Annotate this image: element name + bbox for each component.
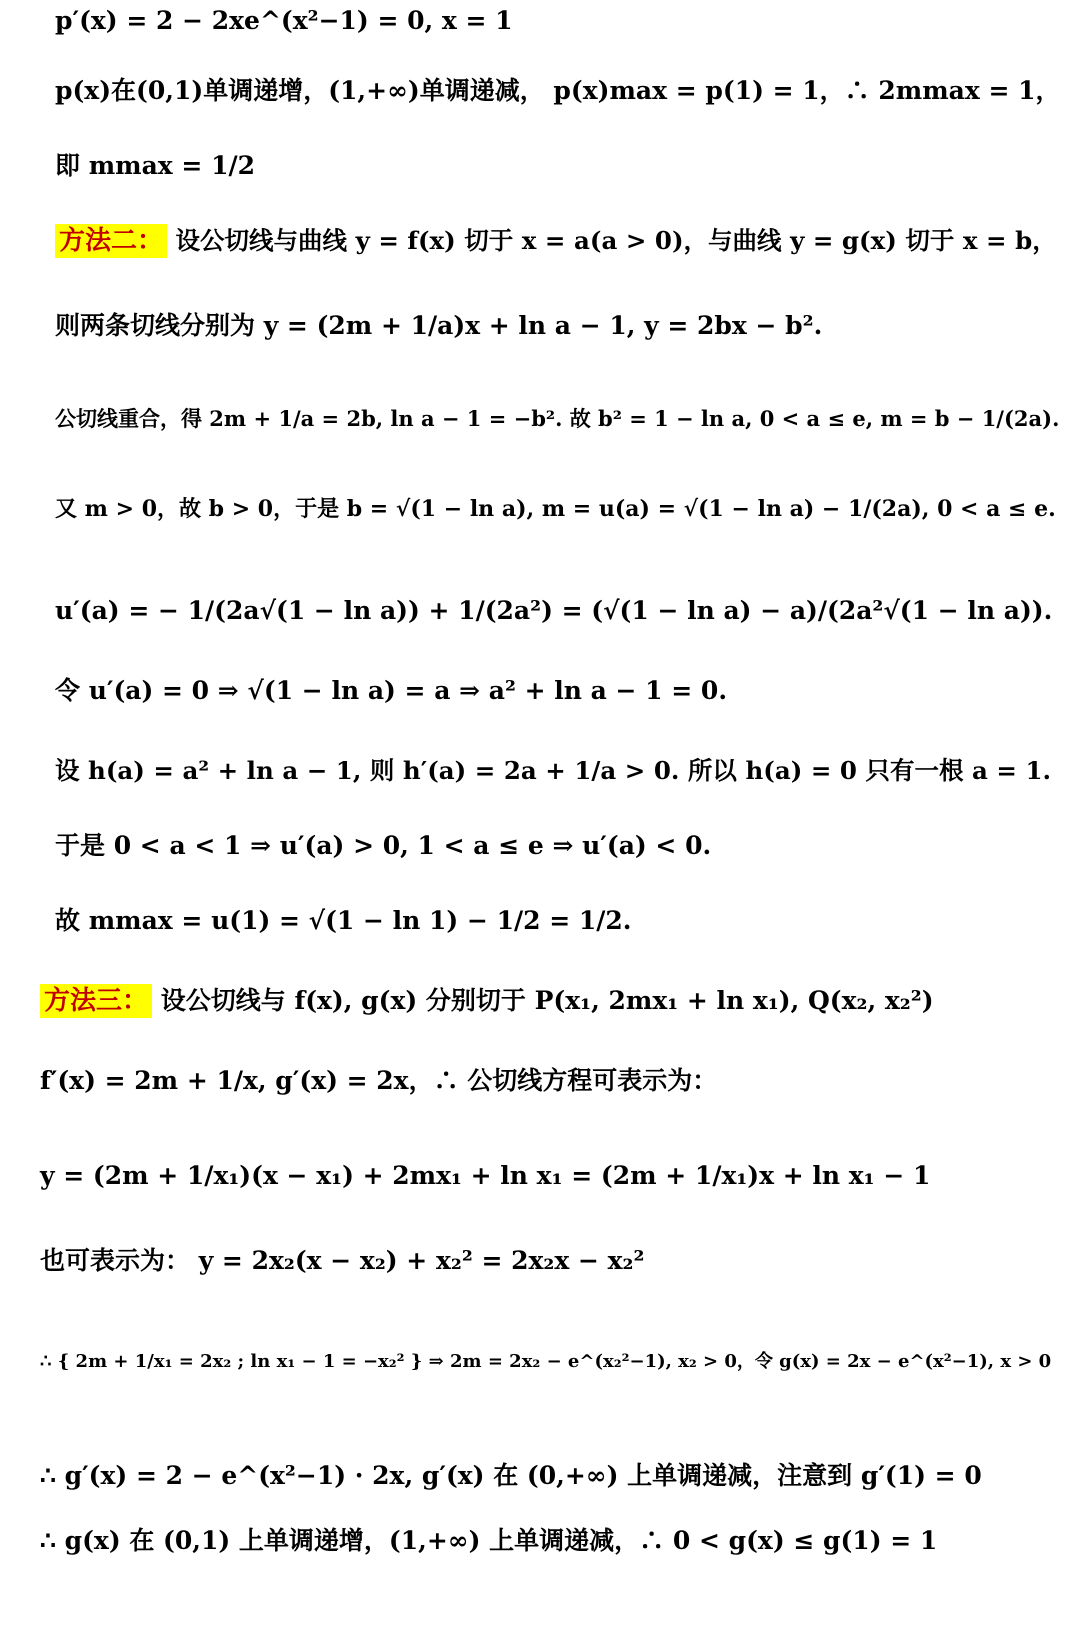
text-line-5: 则两条切线分别为 y = (2m + 1/a)x + ln a − 1, y = 2bx − b². (55, 311, 823, 340)
text-line-7: 又 m > 0，故 b > 0，于是 b = √(1 − ln a), m = u(a) = √(1 − ln a) − 1/(2a), 0 < a ≤ e. (55, 496, 1056, 522)
equation-line-1: p′(x) = 2 − 2xe^(x²−1) = 0, x = 1 (55, 6, 513, 35)
equation-line-15: y = (2m + 1/x₁)(x − x₁) + 2mx₁ + ln x₁ = (2m + 1/x₁)x + ln x₁ − 1 (40, 1161, 931, 1190)
text-line-13: 设公切线与 f(x), g(x) 分别切于 P(x₁, 2mx₁ + ln x₁), Q(x₂, x₂²) (160, 986, 934, 1015)
method-two-label: 方法二： (55, 224, 167, 258)
method-three-label: 方法三： (40, 984, 152, 1018)
text-line-11: 于是 0 < a < 1 ⇒ u′(a) > 0, 1 < a ≤ e ⇒ u′(a) < 0. (55, 831, 712, 860)
method-three-line (40, 985, 934, 1019)
text-line-2: p(x)在(0,1)单调递增，(1,+∞)单调递减， p(x)max = p(1) = 1，∴ 2mmax = 1， (55, 76, 1061, 105)
text-line-9: 令 u′(a) = 0 ⇒ √(1 − ln a) = a ⇒ a² + ln a − 1 = 0. (55, 676, 728, 705)
text-line-3: 即 mmax = 1/2 (55, 151, 255, 180)
text-line-6: 公切线重合，得 2m + 1/a = 2b, ln a − 1 = −b². 故 b² = 1 − ln a, 0 < a ≤ e, m = b − 1/(2a). (55, 406, 1060, 431)
text-line-12: 故 mmax = u(1) = √(1 − ln 1) − 1/2 = 1/2. (55, 906, 632, 935)
text-line-10: 设 h(a) = a² + ln a − 1, 则 h′(a) = 2a + 1/a > 0. 所以 h(a) = 0 只有一根 a = 1. (55, 756, 1052, 785)
method-two-line (55, 225, 1057, 259)
system-line-17: ∴ { 2m + 1/x₁ = 2x₂ ; ln x₁ − 1 = −x₂² } ⇒ 2m = 2x₂ − e^(x₂²−1), x₂ > 0，令 g(x) = 2x − e^(x²−1), x > 0 (40, 1351, 1052, 1372)
text-line-4: 设公切线与曲线 y = f(x) 切于 x = a(a > 0)，与曲线 y = g(x) 切于 x = b， (175, 226, 1057, 255)
text-line-19: ∴ g(x) 在 (0,1) 上单调递增，(1,+∞) 上单调递减，∴ 0 < g(x) ≤ g(1) = 1 (40, 1526, 938, 1555)
text-line-18: ∴ g′(x) = 2 − e^(x²−1) · 2x, g′(x) 在 (0,+∞) 上单调递减，注意到 g′(1) = 0 (40, 1461, 982, 1490)
derivative-line-8: u′(a) = − 1/(2a√(1 − ln a)) + 1/(2a²) = (√(1 − ln a) − a)/(2a²√(1 − ln a)). (55, 596, 1053, 625)
text-line-14: f′(x) = 2m + 1/x, g′(x) = 2x，∴ 公切线方程可表示为： (40, 1066, 718, 1095)
text-line-16: 也可表示为： y = 2x₂(x − x₂) + x₂² = 2x₂x − x₂² (40, 1246, 645, 1275)
